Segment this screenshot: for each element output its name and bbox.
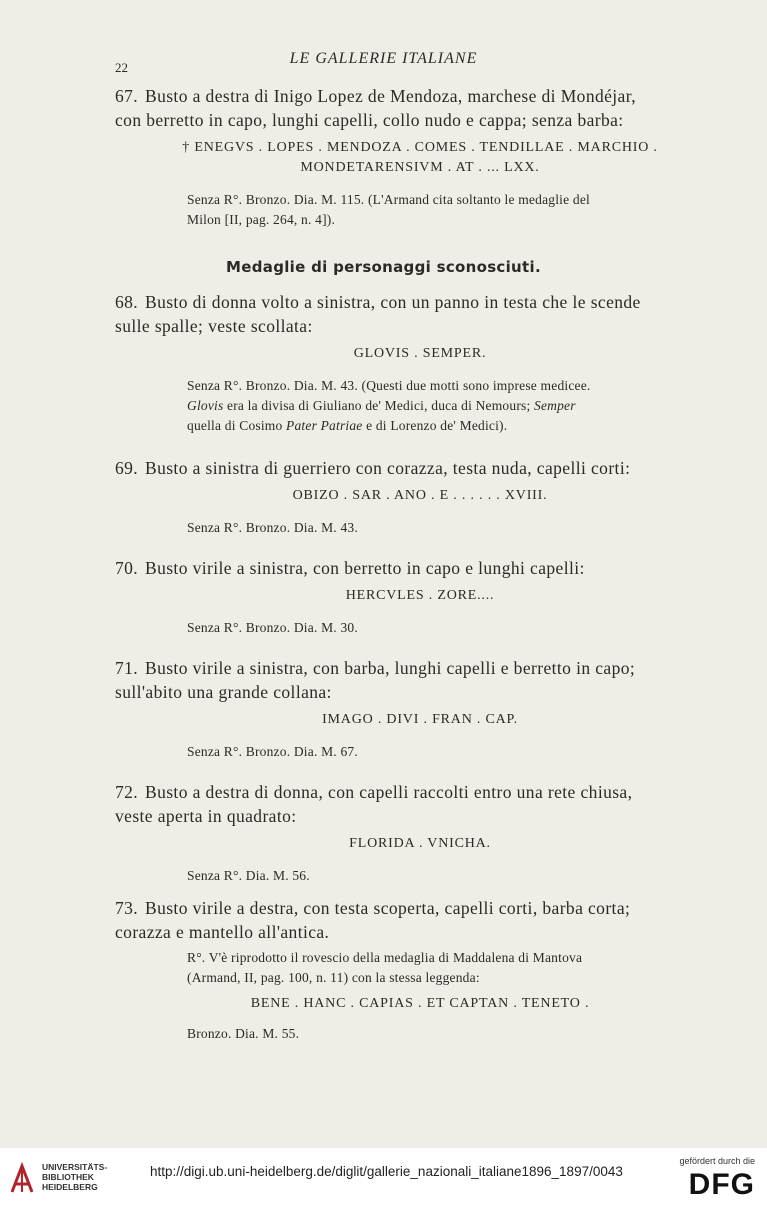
- entry-number: 69.: [115, 458, 139, 478]
- library-name: UNIVERSITÄTS- BIBLIOTHEK HEIDELBERG: [42, 1162, 108, 1192]
- page-number: 22: [115, 60, 128, 75]
- entry-note: Senza R°. Bronzo. Dia. M. 43.: [187, 520, 358, 535]
- entry-number: 68.: [115, 292, 139, 312]
- entry-67: 67. Busto a destra di Inigo Lopez de Mendoza, marchese di Mondéjar, con berretto in capo, lunghi capelli, collo nudo e cappa; senza barba: † ENEGVS . LOPES . MENDOZA . COMES . TENDILLAE . MARCHIO . MONDETARENSIVM . AT . ... LXX. Senza R°. Bronzo. Dia. M. 115. (L'Armand cita soltanto le medaglie del Milon [II, pag. 264, n. 4]).: [115, 84, 695, 230]
- entry-note: Senza R°. Bronzo. Dia. M. 43. (Questi due motti sono imprese medicee. Glovis era la divisa di Giuliano de' Medici, duca di Nemours; Semper quella di Cosimo Pater Patriae e di Lorenzo de' Medici).: [187, 378, 591, 433]
- library-logo-icon: [8, 1162, 36, 1196]
- entry-note: Senza R°. Bronzo. Dia. M. 67.: [187, 744, 358, 759]
- funding-label: gefördert durch die: [679, 1156, 755, 1166]
- medal-legend: IMAGO . DIVI . FRAN . CAP.: [322, 712, 518, 727]
- entry-70: 70. Busto virile a sinistra, con berretto in capo e lunghi capelli: HERCVLES . ZORE.... Senza R°. Bronzo. Dia. M. 30.: [115, 556, 695, 638]
- medal-legend: † ENEGVS . LOPES . MENDOZA . COMES . TENDILLAE . MARCHIO . MONDETARENSIVM . AT . ... LXX.: [182, 140, 658, 175]
- medal-legend: HERCVLES . ZORE....: [345, 588, 495, 603]
- medal-legend: GLOVIS . SEMPER.: [353, 346, 487, 361]
- entry-number: 71.: [115, 658, 139, 678]
- entry-note: R°. V'è riprodotto il rovescio della medaglia di Maddalena di Mantova (Armand, II, pag. 100, n. 11) con la stessa leggenda:: [187, 950, 583, 985]
- section-title: Medaglie di personaggi sconosciuti.: [226, 258, 541, 276]
- entry-number: 72.: [115, 782, 139, 802]
- entry-description: 67. Busto a destra di Inigo Lopez de Mendoza, marchese di Mondéjar,: [115, 86, 637, 106]
- entry-72: 72. Busto a destra di donna, con capelli raccolti entro una rete chiusa, veste aperta in quadrato: FLORIDA . VNICHA. Senza R°. Dia. M. 56.: [115, 780, 695, 886]
- entry-71: 71. Busto virile a sinistra, con barba, lunghi capelli e berretto in capo; sull'abito una grande collana: IMAGO . DIVI . FRAN . CAP. Senza R°. Bronzo. Dia. M. 67.: [115, 656, 695, 762]
- entry-69: 69. Busto a sinistra di guerriero con corazza, testa nuda, capelli corti: OBIZO . SAR . ANO . E . . . . . . XVIII. Senza R°. Bronzo. Dia. M. 43.: [115, 456, 695, 538]
- dfg-logo: DFG: [688, 1168, 755, 1201]
- entry-note: Senza R°. Bronzo. Dia. M. 115. (L'Armand cita soltanto le medaglie del Milon [II, pag. 264, n. 4]).: [187, 192, 590, 227]
- medal-legend: OBIZO . SAR . ANO . E . . . . . . XVIII.: [292, 488, 548, 503]
- medal-legend: BENE . HANC . CAPIAS . ET CAPTAN . TENETO .: [250, 996, 590, 1011]
- footer-bar: [0, 1148, 767, 1206]
- entry-number: 67.: [115, 86, 139, 106]
- entry-number: 70.: [115, 558, 139, 578]
- running-title: LE GALLERIE ITALIANE: [289, 50, 478, 67]
- source-url[interactable]: http://digi.ub.uni-heidelberg.de/diglit/gallerie_nazionali_italiane1896_1897/0043: [150, 1164, 623, 1179]
- entry-note: Bronzo. Dia. M. 55.: [187, 1026, 300, 1041]
- entry-number: 73.: [115, 898, 139, 918]
- medal-legend: FLORIDA . VNICHA.: [349, 836, 491, 851]
- entry-73: 73. Busto virile a destra, con testa scoperta, capelli corti, barba corta; corazza e mantello all'antica. R°. V'è riprodotto il rovescio della medaglia di Maddalena di Mantova (Armand, II, pag. 100, n. 11) con la stessa leggenda: BENE . HANC . CAPIAS . ET CAPTAN . TENETO . Bronzo. Dia. M. 55.: [115, 896, 695, 1044]
- entry-68: 68. Busto di donna volto a sinistra, con un panno in testa che le scende sulle spalle; veste scollata: GLOVIS . SEMPER. Senza R°. Bronzo. Dia. M. 43. (Questi due motti sono imprese medicee. Glovis era la divisa di Giuliano de' Medici, duca di Nemours; Semper quella di Cosimo Pater Patriae e di Lorenzo de' Medici).: [115, 290, 695, 436]
- entry-note: Senza R°. Bronzo. Dia. M. 30.: [187, 620, 358, 635]
- entry-note: Senza R°. Dia. M. 56.: [187, 868, 310, 883]
